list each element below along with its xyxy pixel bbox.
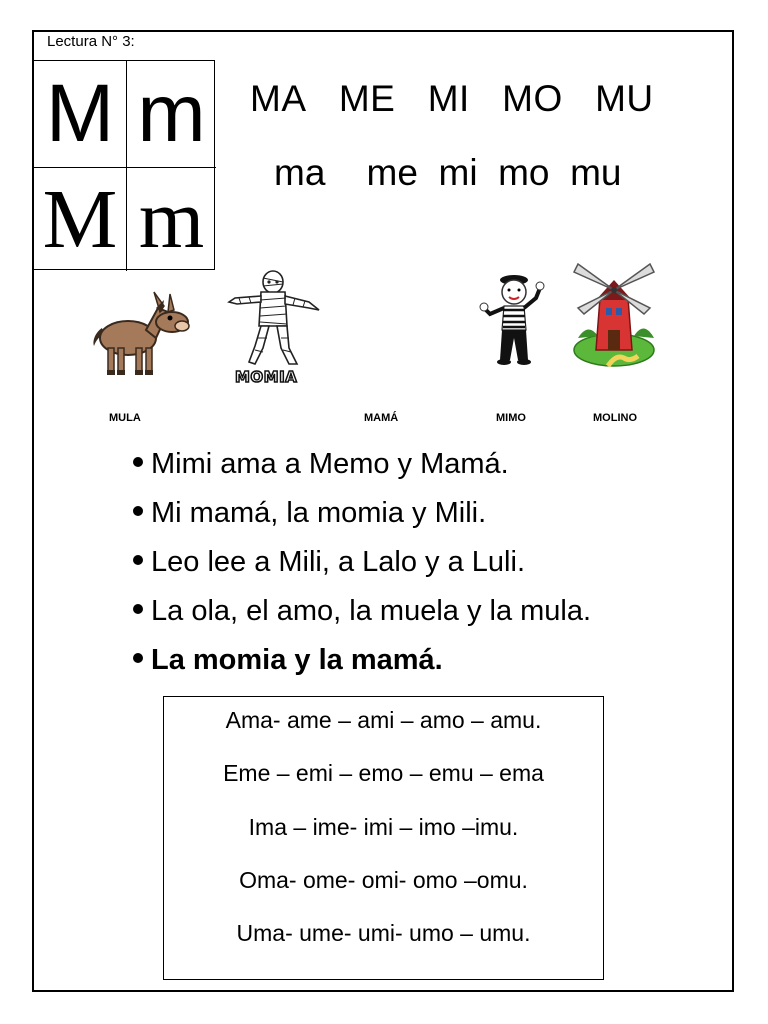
label-molino: MOLINO — [593, 412, 637, 424]
syllable-upper: MO — [502, 78, 563, 119]
lesson-title: Lectura N° 3: — [47, 33, 135, 50]
sentence-item: Mi mamá, la momia y Mili. — [133, 493, 591, 542]
label-mimo: MIMO — [496, 412, 526, 424]
syllable-line: Ima – ime- imi – imo –imu. — [248, 814, 519, 840]
syllables-upper — [250, 78, 654, 120]
label-mama: MAMÁ — [364, 412, 399, 424]
syllable-upper: MA — [250, 78, 307, 119]
syllables-lower — [274, 152, 621, 194]
syllable-lower: me — [366, 152, 418, 193]
letter-grid — [33, 60, 215, 270]
letter-upper-sans: M — [34, 61, 127, 168]
syllable-lower: ma — [274, 152, 326, 193]
sentence-list — [133, 444, 591, 689]
sentence-item: Mimi ama a Memo y Mamá. — [133, 444, 591, 493]
letter-lower-serif: m — [138, 172, 205, 266]
label-mula: MULA — [109, 412, 141, 424]
syllable-box — [163, 696, 604, 980]
windmill-image — [568, 258, 660, 370]
syllable-line: Ama- ame – ami – amo – amu. — [225, 707, 542, 733]
syllable-lower: mu — [570, 152, 622, 193]
bullet-icon — [133, 506, 143, 516]
letter-upper-serif: M — [34, 168, 127, 271]
bullet-icon — [133, 555, 143, 565]
syllable-lower: mi — [438, 152, 478, 193]
syllable-lower: mo — [498, 152, 550, 193]
bullet-icon — [133, 604, 143, 614]
syllable-upper: MU — [595, 78, 654, 119]
syllable-upper: ME — [338, 78, 396, 119]
sentence-item: Leo lee a Mili, a Lalo y a Luli. — [133, 542, 591, 591]
sentence-item-bold: La momia y la mamá. — [133, 640, 591, 689]
mime-image — [478, 272, 550, 368]
syllable-upper: MI — [427, 78, 470, 119]
syllable-line: Uma- ume- umi- umo – umu. — [236, 920, 531, 946]
sentence-item: La ola, el amo, la muela y la mula. — [133, 591, 591, 640]
syllable-line: Eme – emi – emo – emu – ema — [223, 760, 544, 786]
bullet-icon — [133, 653, 143, 663]
mummy-image — [225, 268, 325, 370]
syllable-line: Oma- ome- omi- omo –omu. — [239, 867, 528, 893]
bullet-icon — [133, 457, 143, 467]
letter-lower-sans: m — [127, 61, 216, 168]
mummy-caption: MOMIA — [235, 368, 298, 386]
mule-image — [88, 288, 192, 380]
